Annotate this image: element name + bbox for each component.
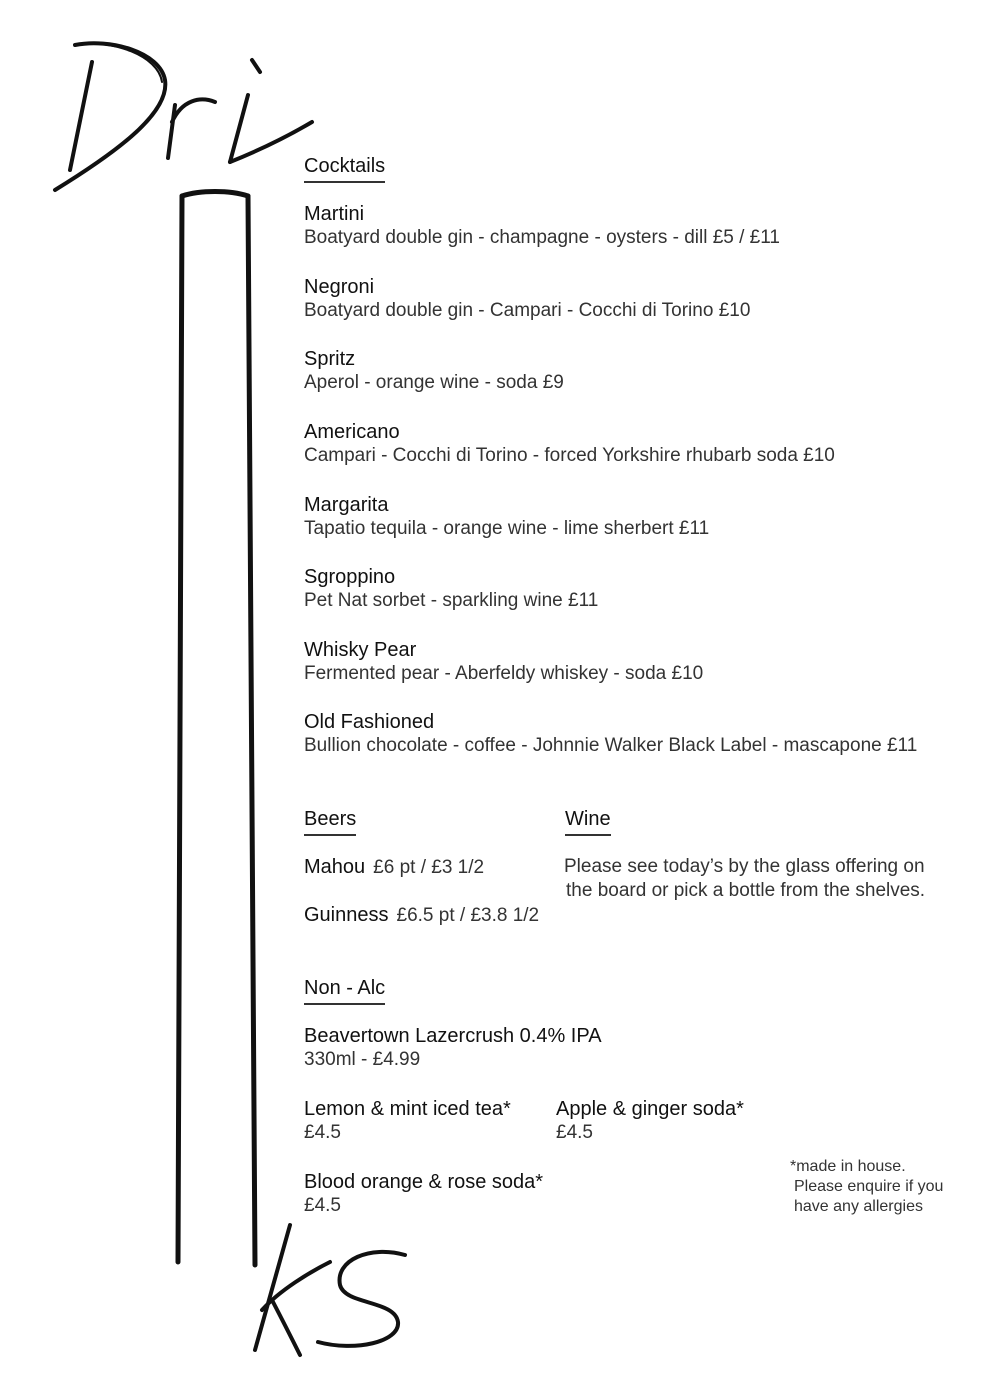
beers-heading: Beers — [304, 807, 356, 836]
cocktail-desc: Boatyard double gin - champagne - oysters - dill £5 / £11 — [304, 227, 780, 248]
non-alc-name: Beavertown Lazercrush 0.4% IPA — [304, 1025, 602, 1047]
non-alc-price: £4.5 — [304, 1122, 341, 1143]
footnote-line-2: Please enquire if you — [794, 1178, 944, 1195]
cocktail-desc: Fermented pear - Aberfeldy whiskey - soda £10 — [304, 663, 704, 684]
non-alc-section — [304, 976, 385, 1005]
non-alc-name: Blood orange & rose soda* — [304, 1171, 544, 1193]
cocktail-item — [304, 420, 835, 468]
cocktail-desc: Tapatio tequila - orange wine - lime sherbert £11 — [304, 518, 710, 539]
beers-section — [304, 807, 356, 836]
beer-name: Guinness — [304, 904, 389, 926]
non-alc-price: £4.5 — [304, 1195, 341, 1216]
cocktail-item — [304, 347, 564, 395]
cocktail-name: Negroni — [304, 276, 375, 298]
cocktail-item — [304, 638, 703, 686]
cocktails-heading: Cocktails — [304, 154, 385, 183]
logo-letter-r — [168, 99, 215, 158]
logo-letter-s — [318, 1252, 405, 1346]
cocktail-name: Old Fashioned — [304, 711, 435, 733]
non-alc-item — [304, 1097, 511, 1145]
footnote-line-1: *made in house. — [790, 1158, 906, 1175]
logo-tall-bar-left — [178, 196, 182, 1262]
non-alc-name: Apple & ginger soda* — [556, 1098, 744, 1120]
cocktail-desc: Campari - Cocchi di Torino - forced Yorkshire rhubarb soda £10 — [304, 445, 835, 466]
cocktail-item — [304, 275, 750, 323]
cocktail-name: Margarita — [304, 494, 389, 516]
non-alc-heading: Non - Alc — [304, 976, 385, 1005]
wine-description-line-2: the board or pick a bottle from the shelves. — [566, 880, 926, 901]
cocktail-item — [304, 710, 917, 758]
wine-description-line-1: Please see today’s by the glass offering on — [564, 856, 925, 877]
cocktail-name: Martini — [304, 203, 365, 225]
logo-letter-k-leg — [272, 1300, 300, 1355]
cocktail-desc: Aperol - orange wine - soda £9 — [304, 372, 564, 393]
cocktail-desc: Pet Nat sorbet - sparkling wine £11 — [304, 590, 599, 611]
logo-tall-bar-right — [248, 196, 255, 1265]
cocktail-desc: Bullion chocolate - coffee - Johnnie Walker Black Label - mascapone £11 — [304, 735, 918, 756]
cocktails-section — [304, 154, 385, 183]
cocktail-name: Americano — [304, 421, 400, 443]
beer-name: Mahou — [304, 856, 366, 878]
cocktail-item — [304, 565, 598, 613]
wine-heading: Wine — [565, 807, 611, 836]
logo-letter-i-dot — [252, 60, 260, 72]
cocktail-desc: Boatyard double gin - Campari - Cocchi di Torino £10 — [304, 300, 751, 321]
cocktail-name: Whisky Pear — [304, 639, 417, 661]
non-alc-item — [304, 1170, 543, 1218]
logo-letter-d-stem — [70, 62, 92, 170]
non-alc-item — [304, 1024, 602, 1072]
logo-letter-i-stem — [230, 95, 248, 162]
wine-section — [565, 807, 611, 836]
non-alc-item — [556, 1097, 744, 1145]
cocktail-item — [304, 202, 780, 250]
non-alc-price: 330ml - £4.99 — [304, 1049, 421, 1070]
non-alc-price: £4.5 — [556, 1122, 593, 1143]
non-alc-name: Lemon & mint iced tea* — [304, 1098, 511, 1120]
beer-item — [304, 903, 539, 928]
footnote-line-3: have any allergies — [794, 1198, 923, 1215]
cocktail-name: Spritz — [304, 348, 356, 370]
beer-price: £6.5 pt / £3.8 1/2 — [396, 905, 540, 926]
logo-tall-bar-top — [182, 192, 248, 197]
cocktail-item — [304, 493, 709, 541]
beer-item — [304, 855, 484, 880]
cocktail-name: Sgroppino — [304, 566, 396, 588]
beer-price: £6 pt / £3 1/2 — [373, 857, 485, 878]
